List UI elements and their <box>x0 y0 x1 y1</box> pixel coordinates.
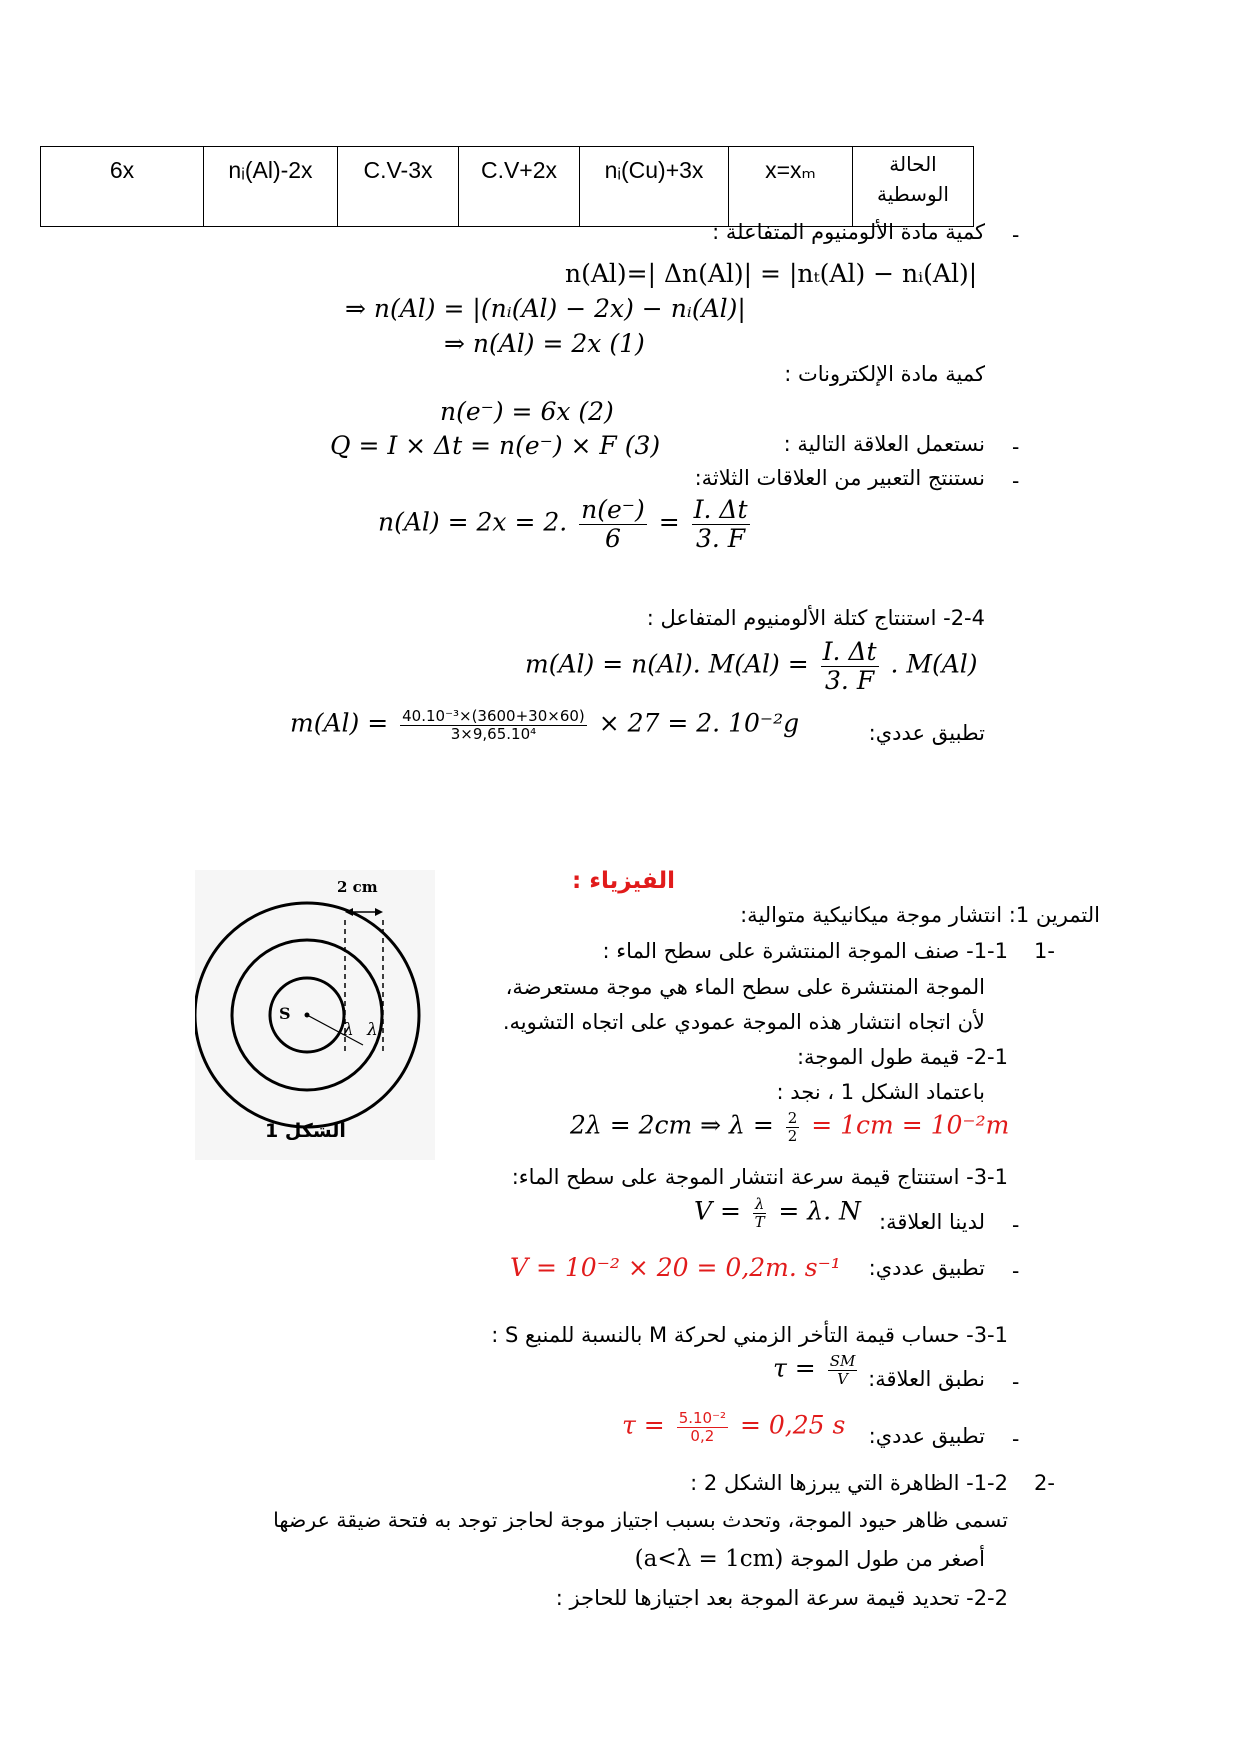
equation-n-al-fractions <box>378 496 754 552</box>
bullet-dash: - <box>1012 468 1020 493</box>
numeric-application-label: تطبيق عددي: <box>868 1256 985 1280</box>
fraction-denominator: 3×9,65.10⁴ <box>450 724 537 743</box>
equation-mass-numeric <box>290 708 799 742</box>
fraction-numerator: n(e⁻) <box>581 495 645 524</box>
question-1-3b: 3-1- حساب قيمة التأخر الزمني لحركة M بالنسبة للمنبع S : <box>491 1323 1008 1347</box>
question-1-2: 2-1- قيمة طول الموجة: <box>796 1045 1008 1069</box>
fraction <box>400 708 587 742</box>
equation-part: . M(Al) <box>890 649 978 679</box>
relation-label: نستعمل العلاقة التالية : <box>783 432 985 456</box>
question-1-3: 3-1- استنتاج قيمة سرعة انتشار الموجة على سطح الماء: <box>511 1165 1008 1189</box>
fraction-denominator: T <box>754 1212 765 1231</box>
fraction <box>579 496 647 552</box>
fraction-numerator: I. Δt <box>822 637 877 666</box>
equation-electrons: n(e⁻) = 6x (2) <box>440 397 614 426</box>
figure-1-drawing <box>195 870 435 1160</box>
wavelength-result: = 1cm = 10⁻²m <box>811 1110 1010 1140</box>
electron-quantity-label: كمية مادة الإلكترونات : <box>784 362 985 386</box>
figure-caption: الشكل 1 <box>265 1120 346 1142</box>
answer-2-1-line2 <box>635 1548 985 1571</box>
table-cell: nᵢ(Cu)+3x <box>580 147 729 227</box>
fraction-denominator: 6 <box>605 523 621 553</box>
answer-1-1-line1: الموجة المنتشرة على سطح الماء هي موجة مستعرضة، <box>505 975 985 999</box>
fraction-numerator: 5.10⁻² <box>678 1409 727 1427</box>
fraction-denominator: 3. F <box>825 665 875 695</box>
table-cell: C.V-3x <box>338 147 459 227</box>
equation-charge: Q = I × Δt = n(e⁻) × F (3) <box>330 431 661 460</box>
equation-wavelength <box>570 1110 1009 1144</box>
question-2-1: 1-2- الظاهرة التي يبرزها الشكل 2 : <box>690 1471 1008 1495</box>
equation-part: n(Al) = 2x = 2. <box>378 507 568 537</box>
question-number-2: -2 <box>1034 1471 1055 1495</box>
bullet-dash: - <box>1012 1258 1020 1283</box>
equation-part: = 0,25 s <box>739 1410 846 1440</box>
source-label: S <box>279 1004 291 1023</box>
fraction <box>692 496 750 552</box>
lambda-label: λ <box>343 1020 354 1040</box>
table-cell: nᵢ(Al)-2x <box>204 147 338 227</box>
table-row <box>41 147 974 227</box>
exercise-title: التمرين 1: انتشار موجة ميكانيكية متوالية: <box>740 903 1100 927</box>
bullet-dash: - <box>1012 434 1020 459</box>
equation-n-al-delta <box>565 259 977 288</box>
fraction-numerator: SM <box>829 1352 856 1370</box>
equation-text: n(Al)=| Δn(Al)| = |nₜ(Al) − nᵢ(Al)| <box>565 259 978 288</box>
table-cell: C.V+2x <box>459 147 580 227</box>
bullet-dash: - <box>1012 222 1020 247</box>
numeric-application-label: تطبيق عددي: <box>868 1424 985 1448</box>
al-quantity-label: كمية مادة الألومنيوم المتفاعلة : <box>712 220 985 244</box>
equation-part: τ = <box>773 1353 816 1383</box>
fraction-denominator: 3. F <box>695 523 746 553</box>
fraction <box>753 1196 767 1230</box>
question-2-2: 2-2- تحديد قيمة سرعة الموجة بعد اجتيازها للحاجز : <box>555 1586 1008 1610</box>
physics-title: الفيزياء : <box>571 868 675 894</box>
figure-1 <box>195 870 435 1160</box>
answer-1-1-line2: لأن اتجاه انتشار هذه الموجة عمودي على اتجاه التشويه. <box>502 1010 985 1034</box>
fraction <box>821 638 879 694</box>
reaction-state-table <box>40 146 974 227</box>
fraction <box>677 1410 728 1444</box>
answer-text: أصغر من طول الموجة <box>790 1547 985 1571</box>
inequality-math: (a<λ = 1cm) <box>634 1546 784 1572</box>
fraction-numerator: 40.10⁻³×(3600+30×60) <box>402 707 585 725</box>
table-cell: x=xₘ <box>729 147 853 227</box>
equation-part: V = <box>694 1196 741 1226</box>
equation-n-al-expand: ⇒ n(Al) = |(nᵢ(Al) − 2x) − nᵢ(Al)| <box>345 294 746 323</box>
question-1-2-basis: باعتماد الشكل 1 ، نجد : <box>776 1080 985 1104</box>
equation-part: 2λ = 2cm ⇒ λ = <box>570 1110 774 1140</box>
fraction <box>828 1353 858 1387</box>
numeric-application-label: تطبيق عددي: <box>868 721 985 745</box>
arrow-head-right <box>375 908 383 916</box>
answer-2-1-line1: تسمى ظاهر حيود الموجة، وتحدث بسبب اجتياز موجة لحاجز توجد به فتحة ضيقة عرضها <box>273 1508 1008 1532</box>
equals-sign: = <box>658 507 680 537</box>
deduce-label: نستنتج التعبير من العلاقات الثلاثة: <box>694 466 985 490</box>
table-cell: الحالة الوسطية <box>853 147 974 227</box>
fraction-numerator: I. Δt <box>693 495 748 524</box>
question-number-1: -1 <box>1034 939 1055 963</box>
bullet-dash: - <box>1012 1369 1020 1394</box>
bullet-dash: - <box>1012 1426 1020 1451</box>
relation-intro: لدينا العلاقة: <box>879 1210 985 1234</box>
fraction-numerator: λ <box>754 1195 765 1213</box>
table-cell: 6x <box>41 147 204 227</box>
equation-part: τ = <box>622 1410 665 1440</box>
equation-mass-al <box>525 638 978 694</box>
lambda-label: λ <box>367 1020 378 1040</box>
fraction-denominator: 0,2 <box>690 1426 715 1445</box>
bullet-dash: - <box>1012 1212 1020 1237</box>
equation-velocity-numeric: V = 10⁻² × 20 = 0,2m. s⁻¹ <box>510 1253 841 1282</box>
equation-n-al-result: ⇒ n(Al) = 2x (1) <box>444 329 645 358</box>
fraction-denominator: 2 <box>787 1126 798 1145</box>
question-1-1: 1-1- صنف الموجة المنتشرة على سطح الماء : <box>602 939 1008 963</box>
equation-part: × 27 = 2. 10⁻²g <box>598 708 800 738</box>
apply-relation-label: نطبق العلاقة: <box>868 1367 985 1391</box>
fraction <box>786 1110 800 1144</box>
equation-delay <box>773 1353 861 1387</box>
equation-part: = λ. N <box>778 1196 861 1226</box>
dimension-label: 2 cm <box>337 878 378 896</box>
mass-label: 2-4- استنتاج كتلة الألومنيوم المتفاعل : <box>646 606 985 630</box>
equation-part: m(Al) = <box>290 708 389 738</box>
equation-part: m(Al) = n(Al). M(Al) = <box>525 649 809 679</box>
fraction-denominator: V <box>837 1369 848 1388</box>
equation-delay-numeric <box>622 1410 845 1444</box>
equation-velocity <box>694 1196 861 1230</box>
fraction-numerator: 2 <box>787 1109 798 1127</box>
